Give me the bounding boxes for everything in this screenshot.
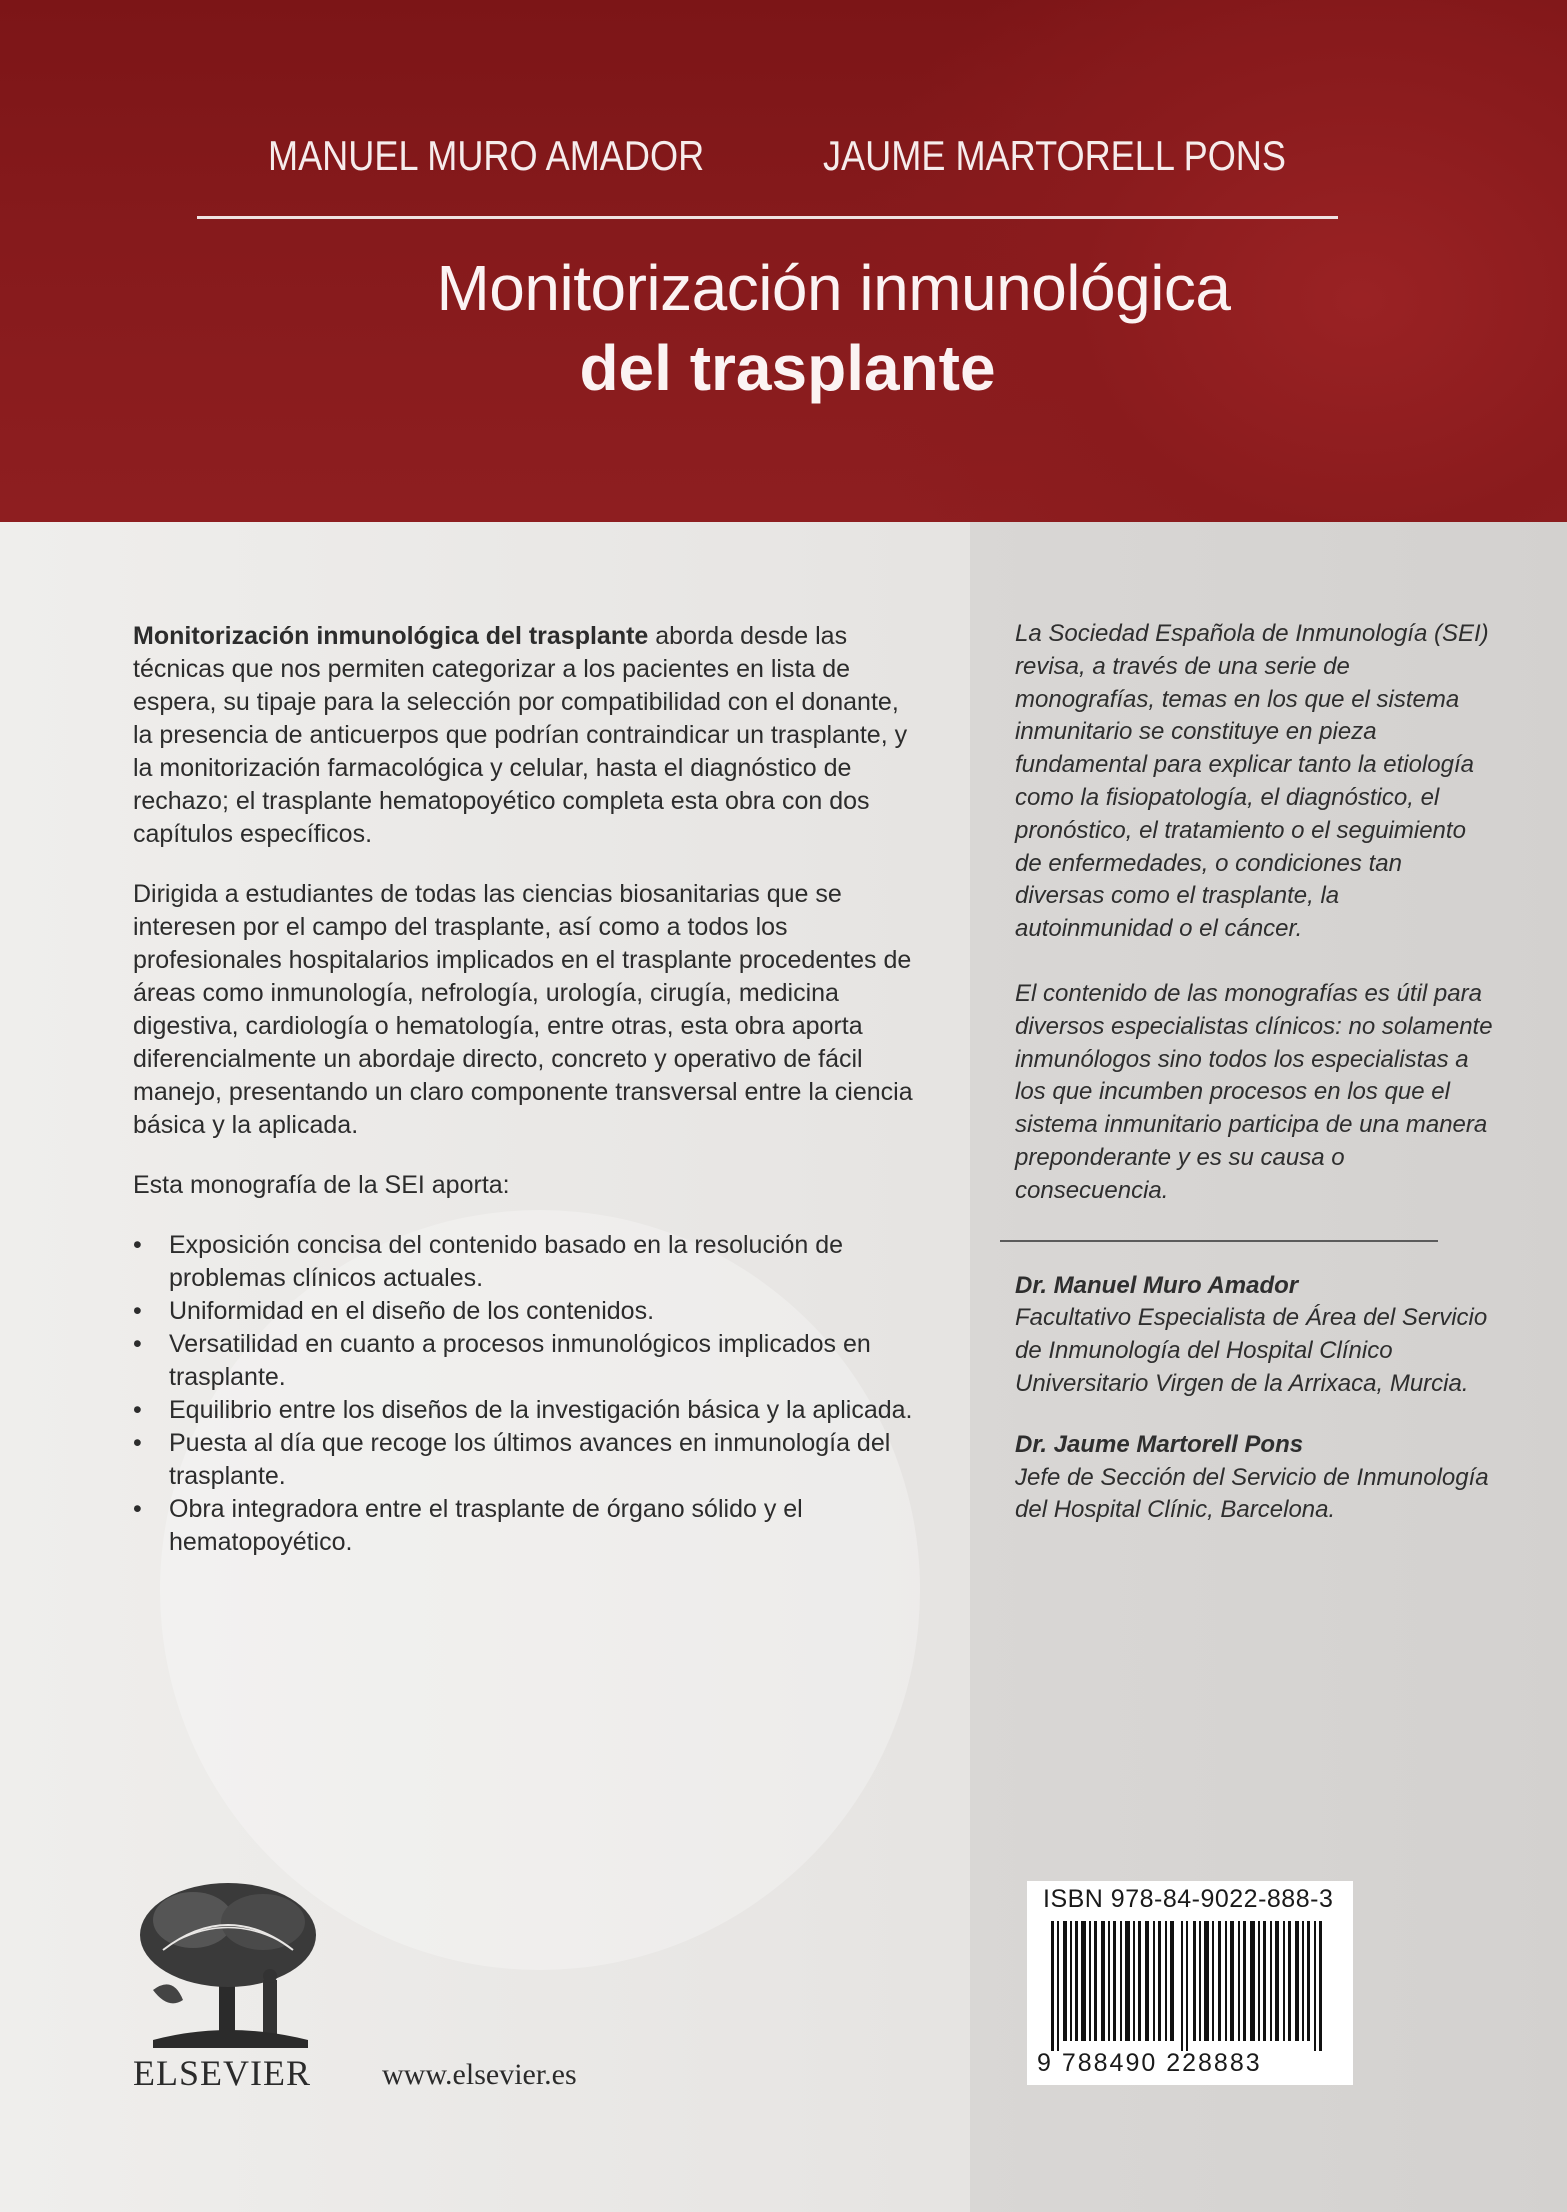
- title-line-2: del trasplante: [579, 332, 996, 404]
- isbn-barcode-box: [1027, 1881, 1353, 2085]
- publisher-website: www.elsevier.es: [382, 2058, 577, 2091]
- description-column: [133, 620, 913, 1559]
- author-bio-1: [1015, 1270, 1495, 1401]
- author-2: JAUME MARTORELL PONS: [823, 132, 1286, 179]
- description-paragraph-3: Esta monografía de la SEI aporta:: [133, 1171, 510, 1199]
- description-paragraph-2: Dirigida a estudiantes de todas las ciencias biosanitarias que se interesen por el campo del trasplante, así como a todos los profesionales hospitalarios implicados en el trasplante procedentes de áreas como inmunología, nefrología, urología, cirugía, medicina digestiva, cardiología o hematología, entre otras, esta obra aporta diferencialmente un abordaje directo, concreto y operativo de fácil manejo, presentando un claro componente transversal entre la ciencia básica y la aplicada.: [133, 880, 913, 1139]
- bio-name: Dr. Manuel Muro Amador: [1015, 1271, 1299, 1299]
- list-item: [133, 1427, 913, 1493]
- bullet-icon: •: [133, 1396, 142, 1424]
- list-item: [133, 1229, 913, 1295]
- series-column: [1015, 618, 1495, 1555]
- bullet-icon: •: [133, 1330, 142, 1358]
- book-title-inline: Monitorización inmunológica del trasplante: [133, 622, 649, 650]
- publisher-name: ELSEVIER: [133, 2053, 311, 2093]
- isbn-digits: 9 788490 228883: [1037, 2049, 1262, 2077]
- bullet-icon: •: [133, 1231, 142, 1259]
- author-bio-2: [1015, 1429, 1495, 1527]
- bio-divider: [1000, 1240, 1438, 1242]
- list-item-text: Puesta al día que recoge los últimos avances en inmunología del trasplante.: [169, 1429, 891, 1490]
- bio-text: Facultativo Especialista de Área del Servicio de Inmunología del Hospital Clínico Universitario Virgen de la Arrixaca, Murcia.: [1015, 1304, 1488, 1397]
- bullet-icon: •: [133, 1429, 142, 1457]
- series-paragraph-2: El contenido de las monografías es útil para diversos especialistas clínicos: no solamente inmunólogos sino todos los especialistas a los que incumben procesos en los que el sistema inmunitario participa de una manera preponderante y es su causa o consecuencia.: [1015, 979, 1493, 1204]
- list-item: [133, 1328, 913, 1394]
- authors: [0, 132, 1567, 192]
- bio-text: Jefe de Sección del Servicio de Inmunología del Hospital Clínic, Barcelona.: [1015, 1463, 1489, 1524]
- feature-list: [133, 1229, 913, 1559]
- list-item-text: Versatilidad en cuanto a procesos inmunológicos implicados en trasplante.: [169, 1330, 871, 1391]
- description-paragraph-1-text: aborda desde las técnicas que nos permiten categorizar a los pacientes en lista de espera, su tipaje para la selección por compatibilidad con el donante, la presencia de anticuerpos que podrían contraindicar un trasplante, y la monitorización farmacológica y celular, hasta el diagnóstico de rechazo; el trasplante hematopoyético completa esta obra con dos capítulos específicos.: [133, 622, 908, 848]
- list-item-text: Obra integradora entre el trasplante de órgano sólido y el hematopoyético.: [169, 1495, 803, 1556]
- list-item: [133, 1493, 913, 1559]
- description-paragraph-1: [133, 620, 913, 851]
- list-item: [133, 1295, 913, 1328]
- bullet-icon: •: [133, 1297, 142, 1325]
- elsevier-tree-logo-icon: [133, 1880, 323, 2050]
- author-bios: [1015, 1270, 1495, 1528]
- bio-name: Dr. Jaume Martorell Pons: [1015, 1430, 1304, 1458]
- header-divider: [197, 216, 1338, 219]
- author-1: MANUEL MURO AMADOR: [268, 132, 705, 179]
- cover-header: [0, 0, 1567, 522]
- series-paragraph-1: La Sociedad Española de Inmunología (SEI) revisa, a través de una serie de monografías, temas en los que el sistema inmunitario se constituye en pieza fundamental para explicar tanto la etiología como la fisiopatología, el diagnóstico, el pronóstico, el tratamiento o el seguimiento de enfermedades, o condiciones tan diversas como el trasplante, la autoinmunidad o el cáncer.: [1015, 620, 1489, 943]
- list-item-text: Uniformidad en el diseño de los contenidos.: [169, 1297, 655, 1325]
- list-item-text: Equilibrio entre los diseños de la investigación básica y la aplicada.: [169, 1396, 913, 1424]
- barcode-icon: [1041, 1921, 1341, 2051]
- isbn-label: ISBN 978-84-9022-888-3: [1043, 1885, 1334, 1913]
- bullet-icon: •: [133, 1495, 142, 1523]
- title-line-1: Monitorización inmunológica: [436, 252, 1231, 324]
- book-title: [0, 248, 1567, 408]
- list-item-text: Exposición concisa del contenido basado en la resolución de problemas clínicos actuales.: [169, 1231, 844, 1292]
- list-item: [133, 1394, 913, 1427]
